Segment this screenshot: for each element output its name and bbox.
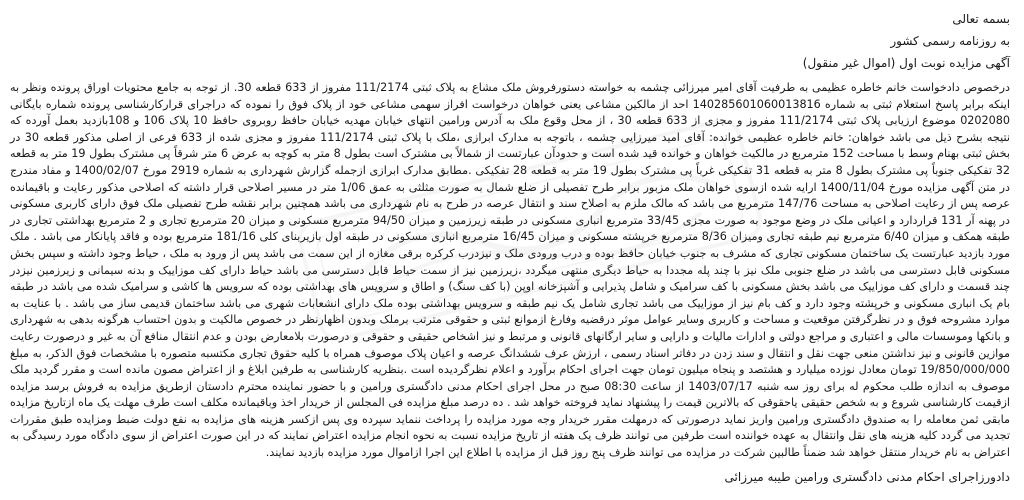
- signature-line: دادورزاجرای احکام مدنی دادگستری ورامین طیبه میرزائی: [724, 469, 1010, 484]
- notice-body: درخصوص دادخواست خانم خاطره عظیمی به طرفیت آقای امیر میرزائی چشمه به خواسته دستورفروش ملک مشاع به پلاک ثبتی 111/2174 مفروز از 633 قطعه 30. از توجه به جامع محتویات اوراق پرونده ونظر به اینکه برابر پاسخ استعلام ثبتی به شماره 140285601060013816 احد از مالکین مشاعی یعنی خواهان درخواست افراز سهمی مشاعی خود از پلاک فوق را نموده که دراجرای قرارکارشناسی پرونده شماره بایگانی 0202080 موضوع ارزیابی پلاک ثبتی 111/2174 مفروز و مجزی از 633 قطعه 30 ، از محل وقوع ملک به آدرس ورامین انتهای خیابان مهدیه خیابان حافظ روبروی حافظ 10 پلاک 106 و 108بازدید بعمل آورده که نتیجه بشرح ذیل می باشد خواهان: خانم خاطره عظیمی خوانده: آقای امید میرزایی چشمه ، باتوجه به مدارک ابرازی ،ملک با پلاک ثبتی 111/2174 مفروز و مجزی شده از 633 فرعی از اصلی مذکور قطعه 30 در بخش ثبتی بهنام وسط با مساحت 152 مترمربع در مالکیت خواهان و خوانده قید شده است و حدودآن عبارتست از شمالاً بی مشترک است بطول 8 متر به کوچه به عرض 6 متر شرقاً پی مشترک بطول 19 متر به قطعه 32 تفکیکی جنوباً پی مشترک بطول 8 متر به قطعه 31 تفکیکی غرباً پی مشترک بطول 19 متر به قطعه 28 تفکیکی .مطابق مدارک ابرازی ازجمله گزارش شهرداری به شماره 2919 مورخ 1400/02/07 و مفاد مندرج در متن آگهی مزایده مورخ 1400/11/04 ارایه شده ازسوی خواهان ملک مزبور برابر طرح تفصیلی از ضلع شمال به صورت مثلثی به عمق 1/06 متر در مسیر اصلاحی قرار داشته که اصلاحی مذکور رعایت و باقیمانده عرصه پس از رعایت اصلاحی به مساحت 147/76 مترمربع می باشد که مالک ملزم به اصلاح سند و انتقال عرصه در طرح به نام شهرداری می باشد همچنین برابر نقشه طرح تفصیلی ملک فوق دارای کاربری مسکونی در پهنه آر 131 قراردارد و اعیانی ملک در وضع موجود به صورت مجزی 33/45 مترمربع انباری مسکونی در طبقه زیرزمین و میزان 94/50 مترمربع مسکونی و میزان 20 مترمربع تجاری و 2 مترمربع بهداشتی تجاری در طبقه همکف و میزان 6/40 مترمربع نیم طبقه تجاری ومیزان 8/36 مترمربع خرپشته مسکونی و میزان 16/45 مترمربع انباری مسکونی در طبقه اول بازیربنای کلی 181/16 مترمربع بوده و فاقد پایانکار می باشد . ملک مورد بازدید عبارتست یک ساختمان مسکونی تجاری که مشرف به جنوب خیابان حافظ بوده و درب ورودی ملک و نیزدرب کرکره برقی مغازه از این سمت می باشد پس از ورود به ملک ، حیاط وجود داشته و سپس بخش مسکونی قابل دسترسی می باشد در ضلع جنوبی ملک نیز با چند پله مجددا به حیاط دیگری منتهی میگردد ،زیرزمین نیز از سمت حیاط قابل دسترسی می باشد حیاط دارای کف موزاییک و بدنه سیمانی و زیرزمین نیزدر چند قسمت و دارای کف موزاییک می باشد بخش مسکونی با کف سرامیک و شامل پذیرایی و آشپزخانه اوپن (با کف سنگ) و اطاق و سرویس های بهداشتی بوده که سرویس ها کاشی و سرامیک شده می باشد در طبقه بام یک انباری مسکونی و خرپشته وجود دارد و کف بام نیز از موزاییک می باشد تجاری شامل یک نیم طبقه و سرویس بهداشتی بوده ملک دارای انشعابات شهری می باشد ساختمان قدیمی ساز می باشد . با عنایت به موارد مشروحه فوق و در نظرگرفتن موقعیت و مساحت و کاربری وسایر عوامل موثر درقضیه وفارغ ازموانع ثبتی و حقوقی مترتب برملک وبدون اظهارنظر در خصوص مالکیت و بدون احتساب هرگونه بدهی به شهرداری و بانکها وموسسات مالی و اعتباری و مراجع دولتی و ادارات مالیات و دارایی و سایر ارگانهای قانونی و مرتبط و نیز اشخاص حقیقی و حقوقی و درصورت بلامعارض بودن و عدم انتقال منافع آن به غیر و درصورت رعایت موازین قانونی و نیز نداشتن منعی جهت نقل و انتقال و سند زدن در دفاتر اسناد رسمی ، ارزش عرف ششدانگ عرصه و اعیان پلاک موصوف همراه با کلیه حقوق تجاری مکتسبه متصوره با مشخصات فوق الذکر، به مبلغ 19/850/000/000 تومان معادل نوزده میلیارد و هشتصد و پنجاه میلیون تومان جهت اجرای احکام برآورد و اعلام نظرگردیده است .بنظریه کارشناسی به طرفین ابلاغ و از اعتراض مصون مانده است و مقرر گردید ملک موصوف به اندازه طلب محکوم له برای روز سه شنبه 1403/07/17 از ساعت 08:30 صبح در محل اجرای احکام مدنی دادگستری ورامین و با حضور نماینده محترم دادستان ازطریق مزایده به فروش برسد مزایده ازقیمت کارشناسی شروع و به شخص حقیقی یاحقوقی که بالاترین قیمت را پیشنهاد نماید فروخته خواهد شد . ده درصد مبلغ مزایده فی المجلس از خریدار اخذ وباقیمانده مکلف است طرف مهلت یک ماه ازتاریخ مزایده مابقی ثمن معامله را به صندوق دادگستری ورامین واریز نماید درصورتی که درمهلت مقرر خریدار وجه مورد مزایده را پرداخت ننماید سپرده وی پس ازکسر هزینه های مزایده به نفع دولت ضبط ومزایده طبق مقررات تجدید می گردد کلیه هزینه های نقل وانتقال به عهده خواننده است طرفین می توانند ظرف یک هفته از تاریخ مزایده نسبت به نحوه انجام مزایده اعتراض نمایند که در این صورت اعتراض از سوی دادگاه مورد رسیدگی به اعتراض به نام خریدار منتقل خواهد شد ضمناً طالبین شرکت در مزایده می توانند ظرف پنج روز قبل از مزایده با اطلاع این اجرا ازاموال مورد مزایده بازدید نمایند.: [10, 81, 1011, 460]
- recipient-line: به روزنامه رسمی کشور: [890, 34, 1010, 48]
- invocation-line: بسمه تعالی: [952, 12, 1010, 26]
- notice-title: آگهی مزایده نوبت اول (اموال غیر منقول): [802, 56, 1010, 70]
